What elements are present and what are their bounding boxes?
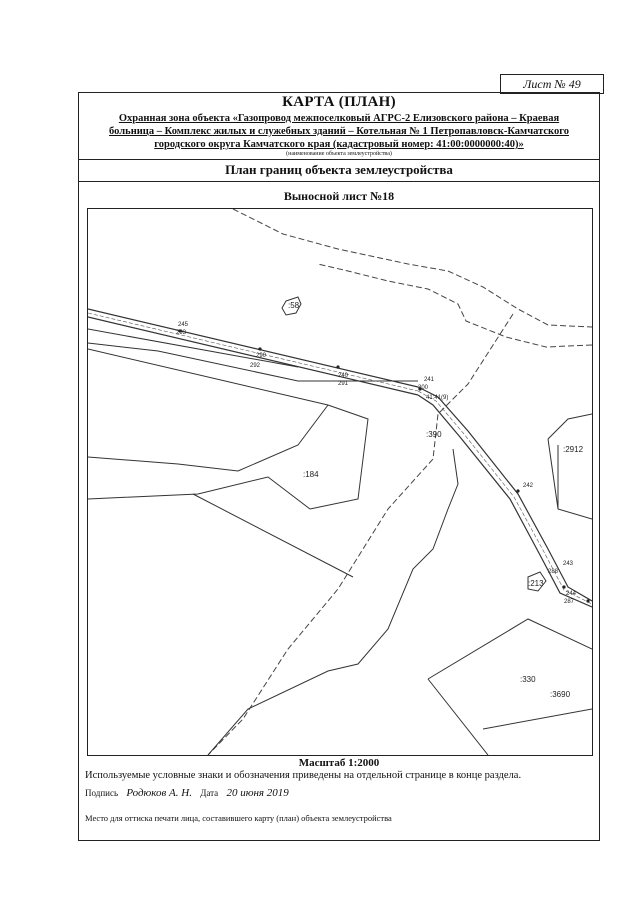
point-label: 245	[178, 322, 189, 328]
parcel-line	[483, 709, 592, 729]
point-label: 292	[250, 363, 261, 369]
point-label: 242	[523, 483, 534, 489]
parcel-label: :184	[303, 470, 319, 479]
parcel-line	[428, 679, 488, 755]
signature-date: 20 июня 2019	[226, 787, 289, 799]
point-label: 241	[424, 377, 435, 383]
pipeline-zone-edge	[418, 395, 592, 607]
description-line: городского округа Камчатского края (кадастровый номер: 41:00:0000000:40)»	[154, 139, 524, 150]
map-drawing	[87, 208, 593, 756]
point-label: 300	[418, 385, 429, 391]
parcel-line	[88, 405, 328, 471]
parcel-label: :330	[520, 675, 536, 684]
legend-note: Используемые условные знаки и обозначения приведены на отдельной странице в конце раздела.	[85, 770, 522, 781]
survey-point	[562, 585, 565, 588]
point-label: 287	[564, 599, 575, 605]
signature-label: Подпись	[85, 788, 119, 798]
pipeline-axis	[418, 391, 592, 604]
stamp-place: Место для оттиска печати лица, составившего карту (план) объекта землеустройства	[85, 813, 392, 823]
point-label: 240	[338, 373, 349, 379]
parcel-label: :58	[288, 301, 300, 310]
plan-subtitle: План границ объекта землеустройства	[79, 159, 599, 182]
point-label: 41:41(9)	[426, 395, 449, 401]
survey-point	[586, 599, 589, 602]
sheet-number-box	[500, 74, 604, 94]
map-svg	[88, 209, 592, 755]
point-label: 244	[566, 591, 577, 597]
pipeline-zone-edge	[88, 309, 418, 387]
dashed-boundary-diagonal	[208, 314, 513, 755]
survey-point	[516, 489, 519, 492]
map-scale: Масштаб 1:2000	[298, 757, 380, 769]
parcel-label: :213	[528, 579, 544, 588]
map-header	[79, 93, 599, 160]
point-label: 291	[338, 381, 349, 387]
parcel-line	[88, 329, 298, 367]
description-line: больница – Комплекс жилых и служебных зданий – Котельная № 1 Петропавловск-Камчатского	[109, 126, 569, 137]
pipeline-axis	[88, 313, 418, 391]
description-line: Охранная зона объекта «Газопровод межпоселковый АГРС-2 Елизовского района – Краевая	[118, 113, 560, 124]
parcel-line	[193, 494, 353, 577]
point-label: 288	[548, 569, 559, 575]
dashed-boundary-upper	[318, 264, 592, 347]
object-description	[79, 112, 599, 151]
map-title: КАРТА (ПЛАН)	[282, 94, 396, 110]
sheet-number: Лист № 49	[523, 76, 581, 91]
parcel-line	[208, 449, 458, 755]
sheet-label: Выносной лист №18	[283, 189, 395, 203]
map-frame	[78, 92, 600, 841]
signature-name: Родюков А. Н.	[126, 787, 192, 799]
date-label: Дата	[200, 788, 219, 798]
survey-point	[258, 347, 261, 350]
point-label: 243	[563, 561, 574, 567]
object-caption: (наименование объекта землеустройства)	[286, 151, 392, 157]
parcel-label: :3690	[550, 690, 571, 699]
point-label: 290	[256, 353, 267, 359]
parcel-label: :390	[426, 430, 442, 439]
parcel-line	[548, 414, 592, 439]
point-label: 293	[176, 330, 187, 336]
parcel-label: :2912	[563, 445, 584, 454]
pipeline-zone-edge	[418, 387, 592, 601]
parcel-line	[428, 619, 592, 679]
signature-row	[85, 787, 295, 799]
pipeline-zone-edge	[88, 317, 418, 395]
dashed-boundary-top	[233, 209, 592, 327]
parcel-line	[88, 405, 368, 509]
survey-point	[336, 365, 339, 368]
